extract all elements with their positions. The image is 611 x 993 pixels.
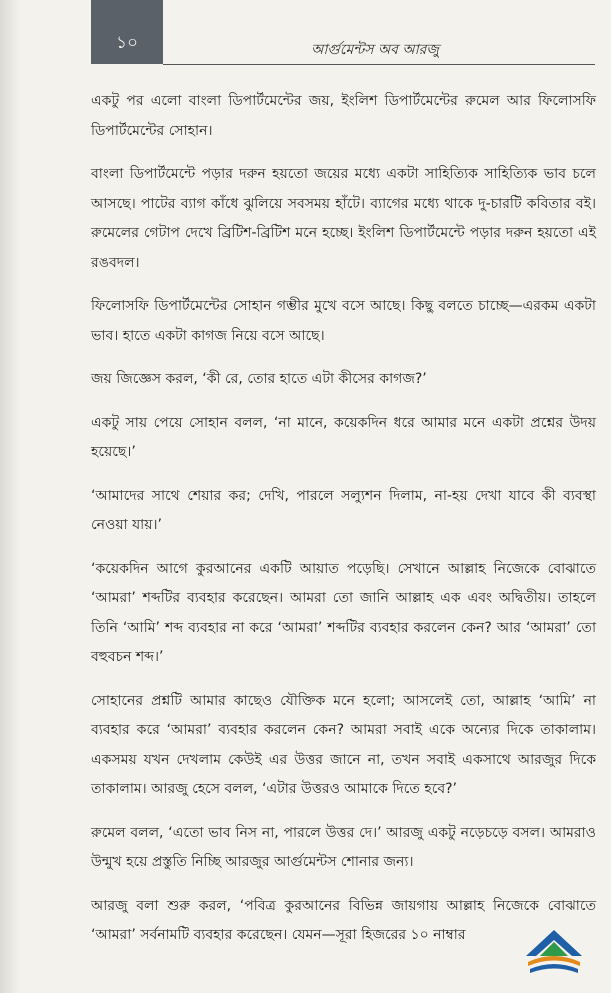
paragraph: জয় জিজ্ঞেস করল, ‘কী রে, তোর হাতে এটা কীসের কাগজ?’ — [91, 371, 427, 387]
header-rule — [163, 64, 595, 65]
paragraph: একটু সায় পেয়ে সোহান বলল, ‘না মানে, কয়েকদিন ধরে আমার মনে একটা প্রশ্নের উদয় হয়েছে।’ — [91, 414, 596, 460]
paragraph: রুমেল বলল, ‘এতো ভাব নিস না, পারলে উত্তর দে।’ আরজু একটু নড়েচড়ে বসল। আমরাও উন্মুখ হয়ে প্রস্তুতি নিচ্ছি আরজুর আর্গুমেন্টস শোনার জন্য। — [91, 824, 596, 870]
running-title: আর্গুমেন্টস অব আরজু — [311, 42, 439, 58]
paragraph: বাংলা ডিপার্টমেন্টে পড়ার দরুন হয়তো জয়ের মধ্যে একটা সাহিত্যিক সাহিত্যিক ভাব চলে আসছে। পাটের ব্যাগ কাঁধে ঝুলিয়ে সবসময় হাঁটে। ব্যাগের মধ্যে থাকে দু-চারটি কবিতার বই। রুমেলের গেটাপ দেখে ব্রিটিশ-ব্রিটিশ মনে হচ্ছে। ইংলিশ ডিপার্টমেন্টে পড়ার দরুন হয়তো এই রঙবদল। — [91, 166, 596, 271]
page-edge-shadow — [0, 0, 20, 993]
logo-book-arc-blue — [530, 964, 578, 973]
paragraph: আরজু বলা শুরু করল, ‘পবিত্র কুরআনের বিভিন্ন জায়গায় আল্লাহ নিজেকে বোঝাতে ‘আমরা’ সর্বনামটি ব্যবহার করেছেন। যেমন—সূরা হিজরের ১০ নাম্বার — [91, 897, 596, 943]
paragraph: ফিলোসফি ডিপার্টমেন্টের সোহান গম্ভীর মুখে বসে আছে। কিছু বলতে চাচ্ছে—এরকম একটা ভাব। হাতে একটা কাগজ নিয়ে বসে আছে। — [91, 298, 596, 344]
paragraph: একটু পর এলো বাংলা ডিপার্টমেন্টের জয়, ইংলিশ ডিপার্টমেন্টের রুমেল আর ফিলোসফি ডিপার্টমেন্টের সোহান। — [91, 93, 596, 139]
body-text — [91, 87, 596, 965]
publisher-logo-icon — [518, 928, 590, 980]
page-number-tab — [91, 0, 163, 64]
paragraph: সোহানের প্রশ্নটি আমার কাছেও যৌক্তিক মনে হলো; আসলেই তো, আল্লাহ ‘আমি’ না ব্যবহার করে ‘আমরা’ ব্যবহার করলেন কেন? আমরা সবাই একে অন্যের দিকে তাকালাম। একসময় যখন দেখলাম কেউই এর উত্তর জানে না, তখন সবাই একসাথে আরজুর দিকে তাকালাম। আরজু হেসে বলল, ‘এটার উত্তরও আমাকে দিতে হবে?’ — [91, 692, 596, 797]
paragraph: ‘কয়েকদিন আগে কুরআনের একটি আয়াত পড়েছি। সেখানে আল্লাহ নিজেকে বোঝাতে ‘আমরা’ শব্দটির ব্যবহার করেছেন। আমরা তো জানি আল্লাহ এক এবং অদ্বিতীয়। তাহলে তিনি ‘আমি’ শব্দ ব্যবহার না করে ‘আমরা’ শব্দটির ব্যবহার করলেন কেন? আর ‘আমরা’ তো বহুবচন শব্দ।’ — [91, 560, 596, 665]
page-number: ১০ — [115, 33, 139, 53]
paragraph: ‘আমাদের সাথে শেয়ার কর; দেখি, পারলে সল্যুশন দিলাম, না-হয় দেখা যাবে কী ব্যবস্থা নেওয়া যায়।’ — [91, 487, 596, 533]
